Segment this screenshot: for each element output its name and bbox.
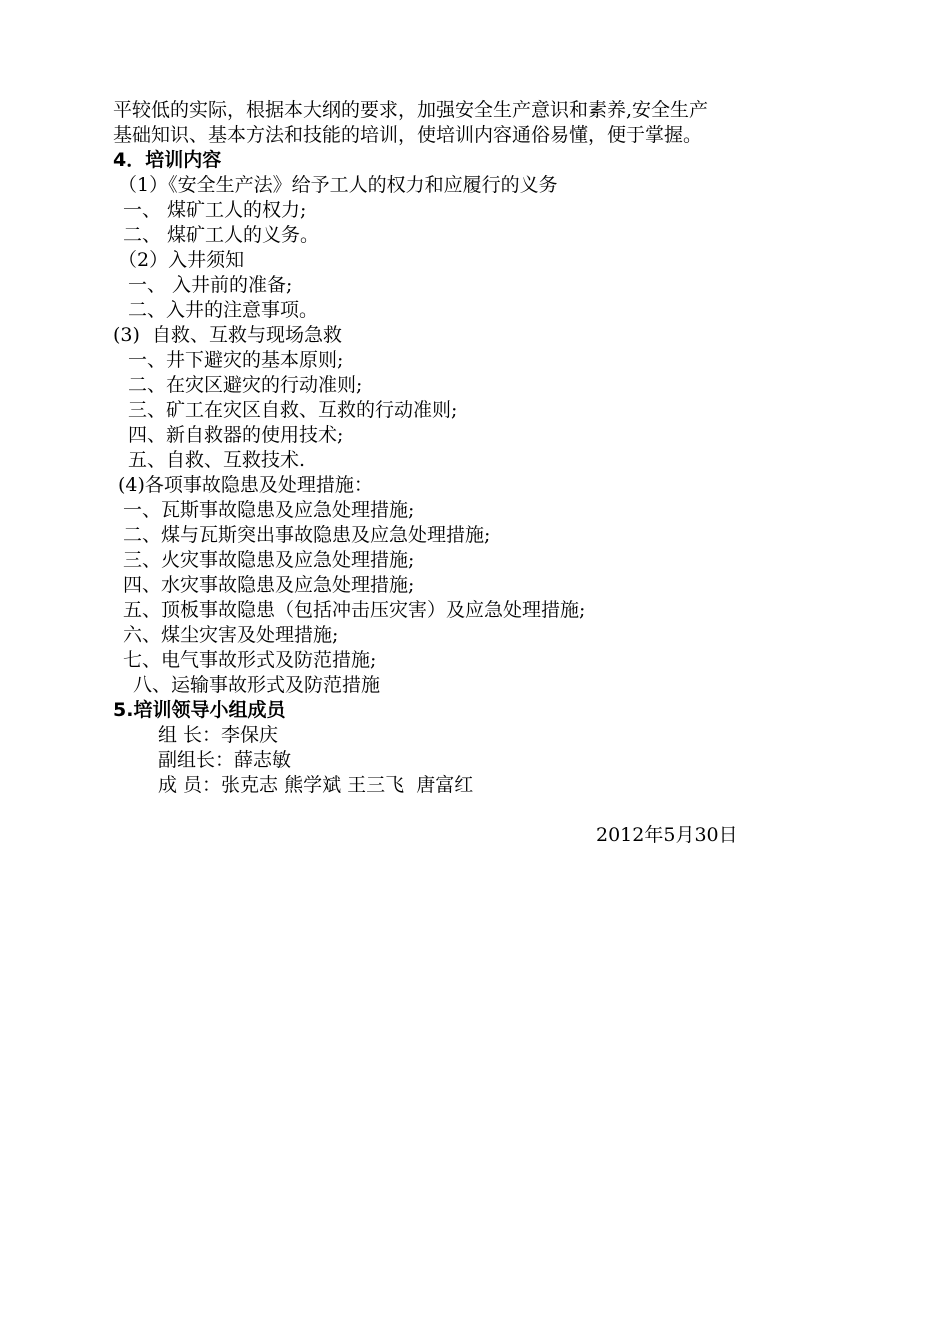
intro-line-1: 平较低的实际，根据本大纲的要求，加强安全生产意识和素养,安全生产 [113, 99, 709, 121]
team-members: 成 员：张克志 熊学斌 王三飞 唐富红 [158, 774, 474, 796]
team-deputy: 副组长：薛志敏 [158, 749, 292, 771]
part-2-title: （2）入井须知 [118, 249, 245, 271]
part-4-item: 四、水灾事故隐患及应急处理措施; [123, 574, 415, 596]
part-1-item: 二、 煤矿工人的义务。 [123, 224, 320, 246]
part-3-item: 五、自救、互救技术. [128, 449, 306, 471]
section-5-heading: 5.培训领导小组成员 [113, 699, 286, 721]
intro-line-2: 基础知识、基本方法和技能的培训，使培训内容通俗易懂，便于掌握。 [113, 124, 703, 146]
section-4-heading: 4．培训内容 [113, 149, 222, 171]
part-4-item: 二、煤与瓦斯突出事故隐患及应急处理措施; [123, 524, 491, 546]
part-4-item: 七、电气事故形式及防范措施; [123, 649, 377, 671]
document-date: 2012年5月30日 [596, 824, 738, 846]
part-4-item: 六、煤尘灾害及处理措施; [123, 624, 339, 646]
part-3-item: 一、井下避灾的基本原则; [128, 349, 344, 371]
part-1-item: 一、 煤矿工人的权力; [123, 199, 307, 221]
part-4-item: 八、运输事故形式及防范措施 [133, 674, 381, 696]
part-2-item: 二、入井的注意事项。 [128, 299, 319, 321]
part-4-item: 一、瓦斯事故隐患及应急处理措施; [123, 499, 415, 521]
part-4-item: 五、顶板事故隐患（包括冲击压灾害）及应急处理措施; [123, 599, 586, 621]
part-4-title: (4)各项事故隐患及处理措施： [118, 474, 373, 496]
part-3-item: 四、新自救器的使用技术; [128, 424, 344, 446]
team-leader: 组 长：李保庆 [158, 724, 279, 746]
part-2-item: 一、 入井前的准备; [128, 274, 293, 296]
part-3-title: (3) 自救、互救与现场急救 [113, 324, 342, 346]
part-3-item: 二、在灾区避灾的行动准则; [128, 374, 363, 396]
part-1-title: （1）《安全生产法》给予工人的权力和应履行的义务 [118, 174, 558, 196]
part-4-item: 三、火灾事故隐患及应急处理措施; [123, 549, 415, 571]
part-3-item: 三、矿工在灾区自救、互救的行动准则; [128, 399, 458, 421]
